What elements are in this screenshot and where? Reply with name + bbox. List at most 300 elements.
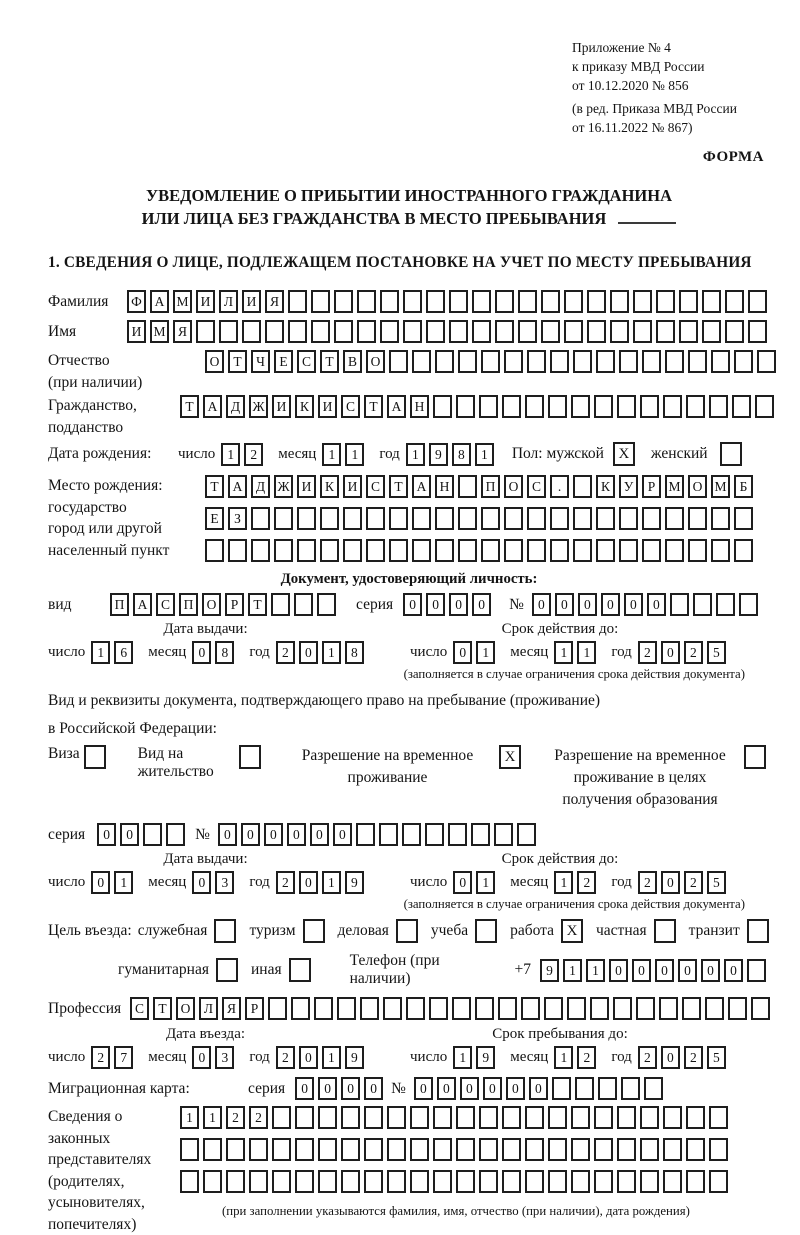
date-part-cells: [192, 641, 238, 664]
cell: [567, 997, 586, 1020]
id-doc-kind-label: вид: [48, 595, 72, 613]
cell: [289, 958, 311, 982]
cell: И: [343, 475, 362, 498]
citizenship-label: Гражданство, подданство: [48, 397, 137, 436]
cell: [481, 507, 500, 530]
date-part-cells: [322, 443, 368, 466]
cell: [747, 959, 766, 982]
cell: 0: [532, 593, 551, 616]
residence-number-label: №: [195, 825, 210, 843]
cell: 2: [577, 871, 596, 894]
date-part-cells: [406, 443, 498, 466]
cell: [594, 1106, 613, 1129]
purpose-option: [689, 919, 773, 943]
residence-note: (заполняется в случае ограничения срока действия документа): [403, 897, 745, 911]
cell: 0: [403, 593, 422, 616]
cell: [410, 1170, 429, 1193]
cell: И: [242, 290, 261, 313]
cell: [682, 997, 701, 1020]
purpose-option-label: туризм: [249, 922, 296, 939]
date-part-cells: [276, 871, 368, 894]
cell: [619, 539, 638, 562]
cell: [360, 997, 379, 1020]
date-part-cells: [638, 641, 730, 664]
birthplace-cells: [205, 475, 757, 571]
cell: X: [499, 745, 521, 769]
cell: 0: [661, 871, 680, 894]
cell: Н: [435, 475, 454, 498]
date-part-label: число: [410, 1049, 448, 1065]
cell: [594, 395, 613, 418]
cell: [403, 290, 422, 313]
cell: [504, 539, 523, 562]
cell: О: [176, 997, 195, 1020]
form-title: [48, 184, 770, 230]
title-underline: [618, 222, 676, 224]
cell: Л: [219, 290, 238, 313]
cell: Т: [320, 350, 339, 373]
cell: 9: [429, 443, 448, 466]
cell: [265, 320, 284, 343]
cell: [573, 539, 592, 562]
cell: [619, 507, 638, 530]
vnzh-label: Вид на жительство: [137, 745, 214, 780]
cell: [575, 1077, 594, 1100]
cell: [596, 539, 615, 562]
cell: [571, 1138, 590, 1161]
form-title-line-2: ИЛИ ЛИЦА БЕЗ ГРАЖДАНСТВА В МЕСТО ПРЕБЫВАНИЯ: [48, 207, 770, 230]
cell: 1: [91, 641, 110, 664]
residence-expiry-date: [410, 871, 730, 894]
cell: [314, 997, 333, 1020]
cell: [617, 1170, 636, 1193]
cell: [573, 475, 592, 498]
cell: 0: [661, 1046, 680, 1069]
cell: [720, 442, 742, 466]
cell: 1: [586, 959, 605, 982]
cell: 2: [91, 1046, 110, 1069]
cell: [320, 507, 339, 530]
cell: 2: [577, 1046, 596, 1069]
cell: Т: [205, 475, 224, 498]
cell: [203, 1138, 222, 1161]
cell: [226, 1170, 245, 1193]
cell: [640, 395, 659, 418]
appendix-line-2: к приказу МВД России: [572, 59, 705, 74]
cell: [688, 350, 707, 373]
cell: Ж: [249, 395, 268, 418]
cell: [518, 320, 537, 343]
id-doc-expiry-date: [410, 641, 730, 664]
cell: 0: [555, 593, 574, 616]
citizenship-cells: [180, 395, 778, 418]
cell: [521, 997, 540, 1020]
cell: [356, 823, 375, 846]
cell: [640, 1106, 659, 1129]
cell: [548, 1170, 567, 1193]
cell: 1: [563, 959, 582, 982]
birthplace-row-2: [205, 507, 757, 530]
cell: [448, 823, 467, 846]
cell: Я: [222, 997, 241, 1020]
date-part-label: число: [178, 445, 216, 462]
cell: [456, 1138, 475, 1161]
cell: С: [156, 593, 175, 616]
cell: [288, 320, 307, 343]
cell: [564, 290, 583, 313]
entry-date: [48, 1046, 368, 1069]
cell: [502, 1170, 521, 1193]
cell: [711, 507, 730, 530]
cell: [732, 395, 751, 418]
cell: [251, 507, 270, 530]
cell: 0: [724, 959, 743, 982]
cell: [550, 350, 569, 373]
representatives-label: Сведения о законных представителях (родителях, усыновителях, попечителях): [48, 1108, 152, 1233]
stay-title: Срок пребывания до:: [492, 1026, 628, 1042]
cell: [663, 1170, 682, 1193]
cell: [274, 539, 293, 562]
cell: З: [228, 507, 247, 530]
cell: [242, 320, 261, 343]
cell: 5: [707, 641, 726, 664]
cell: 0: [647, 593, 666, 616]
cell: [475, 919, 497, 943]
cell: [640, 1170, 659, 1193]
purpose-option-label: учеба: [430, 922, 469, 939]
cell: 1: [554, 641, 573, 664]
date-part-cells: [192, 1046, 238, 1069]
cell: [410, 1106, 429, 1129]
cell: 0: [241, 823, 260, 846]
purpose-row-1: [48, 919, 770, 943]
cell: [272, 1138, 291, 1161]
cell: 0: [624, 593, 643, 616]
purpose-option-label: транзит: [688, 922, 740, 939]
phone-cells: [540, 959, 770, 982]
migration-card-label: Миграционная карта:: [48, 1079, 190, 1097]
cell: [640, 1138, 659, 1161]
cell: 0: [632, 959, 651, 982]
date-part-cells: [91, 641, 137, 664]
cell: 0: [295, 1077, 314, 1100]
cell: 2: [244, 443, 263, 466]
date-part-label: число: [48, 874, 86, 890]
cell: М: [711, 475, 730, 498]
cell: [610, 320, 629, 343]
cell: К: [320, 475, 339, 498]
date-part-cells: [554, 641, 600, 664]
cell: 0: [506, 1077, 525, 1100]
cell: [297, 539, 316, 562]
id-doc-dates: [48, 621, 770, 664]
cell: 0: [701, 959, 720, 982]
cell: 0: [310, 823, 329, 846]
cell: [663, 395, 682, 418]
cell: [435, 539, 454, 562]
id-doc-series-label: серия: [356, 595, 394, 613]
purpose-option: [251, 958, 315, 982]
cell: 0: [318, 1077, 337, 1100]
patronymic-row: [48, 350, 770, 393]
cell: [226, 1138, 245, 1161]
cell: [396, 919, 418, 943]
cell: [412, 350, 431, 373]
date-part-label: год: [249, 644, 270, 660]
residence-intro-1: Вид и реквизиты документа, подтверждающего право на пребывание (проживание): [48, 692, 601, 709]
cell: [380, 290, 399, 313]
cell: 0: [601, 593, 620, 616]
cell: 0: [299, 871, 318, 894]
cell: 1: [180, 1106, 199, 1129]
date-part-label: число: [410, 874, 448, 890]
purpose-label: Цель въезда:: [48, 922, 132, 939]
purpose-option-checkbox: [214, 919, 240, 943]
cell: [366, 507, 385, 530]
date-part-label: год: [379, 445, 400, 462]
purpose-option: [138, 919, 241, 943]
cell: [755, 395, 774, 418]
cell: [642, 507, 661, 530]
cell: [272, 1106, 291, 1129]
patronymic-label: Отчество (при наличии): [48, 352, 143, 391]
id-doc-expiry-title: Срок действия до:: [501, 621, 619, 637]
cell: 0: [578, 593, 597, 616]
cell: 7: [114, 1046, 133, 1069]
purpose-option-label: частная: [596, 922, 647, 939]
cell: 0: [460, 1077, 479, 1100]
cell: [458, 539, 477, 562]
cell: [318, 1170, 337, 1193]
cell: [357, 320, 376, 343]
cell: 9: [345, 871, 364, 894]
cell: [458, 507, 477, 530]
sex-label: Пол: мужской: [511, 445, 604, 462]
cell: 0: [661, 641, 680, 664]
profession-cells: [130, 997, 774, 1020]
cell: [633, 320, 652, 343]
cell: [317, 593, 336, 616]
cell: [725, 320, 744, 343]
date-part-cells: [276, 1046, 368, 1069]
cell: [320, 539, 339, 562]
representatives-row-2: [180, 1138, 732, 1161]
cell: [636, 997, 655, 1020]
cell: [494, 823, 513, 846]
cell: 0: [287, 823, 306, 846]
cell: 0: [678, 959, 697, 982]
cell: 0: [218, 823, 237, 846]
cell: 0: [453, 871, 472, 894]
representatives-note: (при заполнении указываются фамилия, имя, отчество (при наличии), дата рождения): [222, 1204, 690, 1218]
cell: [84, 745, 106, 769]
cell: 0: [426, 593, 445, 616]
cell: 0: [299, 1046, 318, 1069]
cell: [249, 1138, 268, 1161]
cell: Р: [642, 475, 661, 498]
cell: [458, 475, 477, 498]
residence-serial-row: [48, 823, 770, 846]
cell: [334, 290, 353, 313]
date-part-label: месяц: [148, 644, 187, 660]
cell: Б: [734, 475, 753, 498]
cell: О: [202, 593, 221, 616]
date-part-cells: [638, 1046, 730, 1069]
cell: О: [504, 475, 523, 498]
cell: [670, 593, 689, 616]
cell: А: [387, 395, 406, 418]
cell: [619, 350, 638, 373]
cell: [403, 320, 422, 343]
cell: М: [173, 290, 192, 313]
cell: 1: [476, 641, 495, 664]
cell: [452, 997, 471, 1020]
visa-label: Виза: [48, 745, 80, 762]
cell: 0: [449, 593, 468, 616]
cell: [479, 1106, 498, 1129]
cell: [548, 395, 567, 418]
residence-issue-date: [48, 871, 368, 894]
cell: [456, 395, 475, 418]
cell: [303, 919, 325, 943]
cell: К: [295, 395, 314, 418]
cell: [214, 919, 236, 943]
cell: [337, 997, 356, 1020]
purpose-option-checkbox: [303, 919, 329, 943]
cell: Ф: [127, 290, 146, 313]
cell: 1: [114, 871, 133, 894]
profession-row: [48, 997, 770, 1020]
cell: [594, 1138, 613, 1161]
date-part-label: месяц: [148, 874, 187, 890]
cell: [541, 290, 560, 313]
birthplace-row-1: [205, 475, 757, 498]
cell: [295, 1170, 314, 1193]
cell: А: [228, 475, 247, 498]
cell: [449, 290, 468, 313]
cell: О: [688, 475, 707, 498]
cell: 0: [364, 1077, 383, 1100]
cell: [364, 1106, 383, 1129]
cell: [295, 1106, 314, 1129]
id-doc-number-cells: [532, 593, 762, 616]
cell: 0: [91, 871, 110, 894]
surname-cells: [127, 290, 771, 313]
cell: [548, 1138, 567, 1161]
date-part-label: месяц: [510, 1049, 549, 1065]
residence-options: [48, 745, 770, 811]
cell: 1: [322, 1046, 341, 1069]
cell: 2: [226, 1106, 245, 1129]
residence-dates: [48, 851, 770, 894]
date-part-label: число: [410, 644, 448, 660]
cell: [410, 1138, 429, 1161]
date-part-label: месяц: [278, 445, 317, 462]
surname-row: [48, 290, 770, 313]
cell: 2: [684, 1046, 703, 1069]
cell: О: [366, 350, 385, 373]
cell: [311, 320, 330, 343]
cell: Р: [225, 593, 244, 616]
sex-male-checkbox: [613, 442, 639, 466]
purpose-option-label: иная: [250, 961, 282, 978]
cell: [525, 1138, 544, 1161]
cell: С: [130, 997, 149, 1020]
cell: [239, 745, 261, 769]
cell: [412, 507, 431, 530]
cell: [216, 958, 238, 982]
cell: [525, 395, 544, 418]
cell: [598, 1077, 617, 1100]
cell: 3: [215, 871, 234, 894]
profession-label: Профессия: [48, 999, 122, 1017]
citizenship-row: [48, 395, 770, 438]
cell: [633, 290, 652, 313]
purpose-option-checkbox: [654, 919, 680, 943]
cell: И: [272, 395, 291, 418]
cell: [642, 539, 661, 562]
date-part-label: год: [249, 1049, 270, 1065]
cell: [435, 350, 454, 373]
cell: [587, 290, 606, 313]
date-part-cells: [453, 1046, 499, 1069]
cell: [688, 507, 707, 530]
cell: [686, 1170, 705, 1193]
date-part-cells: [453, 641, 499, 664]
cell: [297, 507, 316, 530]
cell: 0: [192, 1046, 211, 1069]
cell: [387, 1138, 406, 1161]
cell: [654, 919, 676, 943]
rvp-edu-checkbox: [744, 745, 770, 769]
cell: [449, 320, 468, 343]
cell: 1: [322, 871, 341, 894]
cell: [656, 290, 675, 313]
cell: 2: [684, 871, 703, 894]
purpose-options-2: [118, 958, 324, 982]
cell: 2: [276, 871, 295, 894]
section1-heading: 1. СВЕДЕНИЯ О ЛИЦЕ, ПОДЛЕЖАЩЕМ ПОСТАНОВКЕ НА УЧЕТ ПО МЕСТУ ПРЕБЫВАНИЯ: [48, 254, 752, 271]
cell: [739, 593, 758, 616]
date-part-label: месяц: [510, 874, 549, 890]
date-part-label: год: [611, 874, 632, 890]
cell: [679, 290, 698, 313]
cell: Н: [410, 395, 429, 418]
cell: 1: [577, 641, 596, 664]
vnzh-checkbox: [239, 745, 265, 769]
cell: [364, 1138, 383, 1161]
cell: 2: [249, 1106, 268, 1129]
mc-number-label: №: [391, 1079, 406, 1097]
cell: [644, 1077, 663, 1100]
cell: 0: [483, 1077, 502, 1100]
purpose-option-checkbox: [475, 919, 501, 943]
cell: [617, 395, 636, 418]
cell: [481, 539, 500, 562]
cell: 0: [414, 1077, 433, 1100]
purpose-option: [431, 919, 501, 943]
cell: [472, 290, 491, 313]
cell: [203, 1170, 222, 1193]
cell: Я: [265, 290, 284, 313]
cell: 0: [97, 823, 116, 846]
cell: [389, 350, 408, 373]
rvp-edu-label: Разрешение на временное проживание в целях получения образования: [554, 747, 726, 808]
cell: У: [619, 475, 638, 498]
purpose-option: [249, 919, 328, 943]
cell: [475, 997, 494, 1020]
cell: [502, 395, 521, 418]
